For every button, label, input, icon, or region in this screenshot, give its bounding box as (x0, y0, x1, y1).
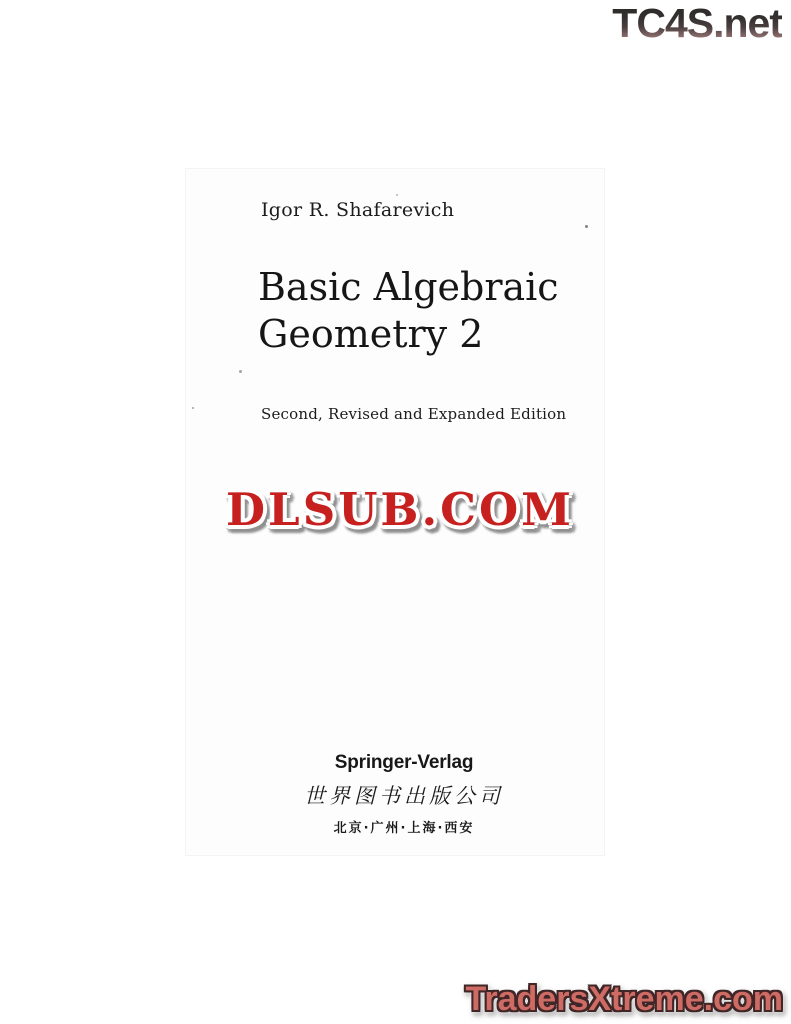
dlsub-watermark-container (185, 483, 615, 536)
book-title-line-1: Basic Algebraic (258, 265, 559, 309)
publisher-chinese-name: 世界图书出版公司 (304, 784, 504, 808)
publisher-name: Springer-Verlag (334, 752, 474, 773)
author-name: Igor R. Shafarevich (261, 199, 455, 221)
scan-artifact-dot (239, 370, 242, 373)
book-title (258, 264, 559, 358)
tc4s-watermark: TC4S.net (612, 0, 782, 46)
dlsub-watermark: DLSUB.COM (226, 483, 574, 536)
scan-artifact-dot (396, 194, 398, 196)
scan-artifact-dot (585, 225, 588, 228)
publisher-block (185, 752, 623, 836)
edition-subtitle: Second, Revised and Expanded Edition (261, 405, 567, 423)
book-title-line-2: Geometry 2 (258, 312, 484, 356)
publisher-cities: 北京·广州·上海·西安 (333, 821, 475, 836)
scan-artifact-dot (192, 407, 194, 409)
tradersxtreme-watermark: TradersXtreme.com (465, 980, 783, 1018)
